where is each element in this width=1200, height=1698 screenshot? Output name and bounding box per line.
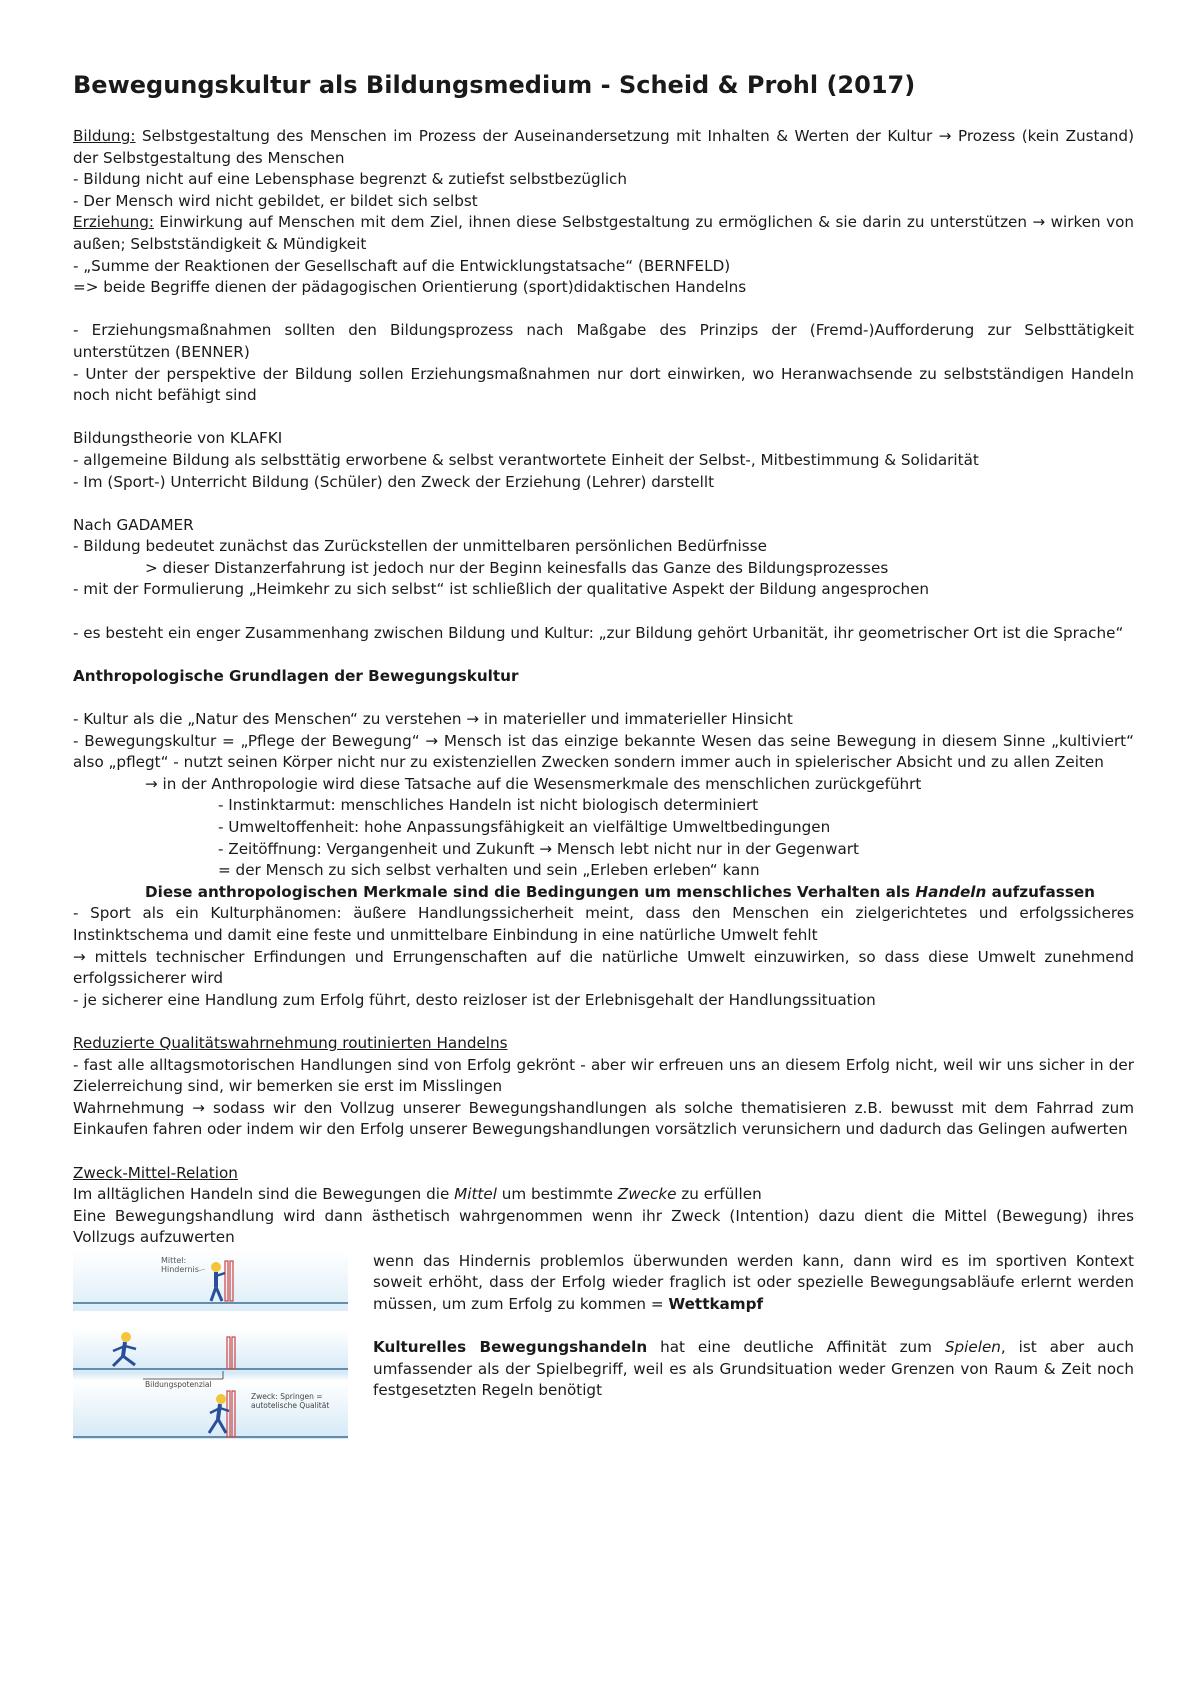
text-line: - mit der Formulierung „Heimkehr zu sich selbst“ ist schließlich der qualitative Aspekt der Bildung angesprochen (73, 580, 930, 599)
erziehung-label: Erziehung: (73, 213, 155, 232)
fig1-label-hindernis: Hindernis (161, 1264, 199, 1274)
text-line: - Der Mensch wird nicht gebildet, er bildet sich selbst (73, 191, 478, 210)
text-line: - „Summe der Reaktionen der Gesellschaft auf die Entwicklungstatsache“ (BERNFELD) (73, 256, 731, 275)
text-line: = der Mensch zu sich selbst verhalten und sein „Erleben erleben“ kann (218, 861, 760, 880)
fig2-label-qualitaet: autotelische Qualität (251, 1400, 330, 1410)
figure-column (73, 1251, 373, 1439)
bildung-definition: Bildung: Selbstgestaltung des Menschen im Prozess der Auseinandersetzung mit Inhalten & Werten der Kultur → Prozess (kein Zustand) der Selbstgestaltung des Menschen (73, 127, 1134, 167)
bewegungshandeln-paragraph: Kulturelles Bewegungshandeln hat eine deutliche Affinität zum Spielen, ist aber auch umfassender als der Spielbegriff, weil es als Grundsituation weder Grenzen von Raum & Zeit noch festgesetzten Regeln benötigt (373, 1338, 1134, 1400)
jumper-head-icon (216, 1394, 226, 1404)
wettkampf-paragraph: wenn das Hindernis problemlos überwunden werden kann, dann wird es im sportiven Kontext soweit erhöht, dass der Erfolg wieder fraglich ist oder spezielle Bewegungsabläufe erlernt werden müssen, um zum Erfolg zu kommen = Wettkampf (373, 1251, 1134, 1314)
section-heading: Bildungstheorie von KLAFKI (73, 429, 283, 448)
figure-text-column (373, 1251, 1134, 1439)
text-line: → in der Anthropologie wird diese Tatsache auf die Wesensmerkmale des menschlichen zurückgeführt (145, 774, 922, 793)
bold-statement: Diese anthropologischen Merkmale sind die Bedingungen um menschliches Verhalten als Handeln aufzufassen (145, 882, 1095, 901)
text-line: - Bewegungskultur = „Pflege der Bewegung“ → Mensch ist das einzige bekannte Wesen das seine Bewegung in diesem Sinne „kultiviert“ also „pflegt“ - nutzt seinen Körper nicht nur zu existenziellen Zwecken sondern immer auch in spielerischer Absicht und zu allen Zeiten (73, 731, 1134, 772)
text-line: Eine Bewegungshandlung wird dann ästhetisch wahrgenommen wenn ihr Zweck (Intention) dazu dient die Mittel (Bewegung) ihres Vollzugs aufzuwerten (73, 1206, 1134, 1247)
jump-figure (73, 1329, 348, 1439)
page-title: Bewegungskultur als Bildungsmedium - Scheid & Prohl (2017) (73, 71, 916, 99)
fig2-label-bildungspotenzial: Bildungspotenzial (145, 1379, 212, 1389)
text-line: Wahrnehmung → sodass wir den Vollzug unserer Bewegungshandlungen als solche thematisieren z.B. bewusst mit dem Fahrrad zum Einkaufen fahren oder indem wir den Erfolg unserer Bewegungshandlungen vorsätzlich verunsichern und dadurch das Gelingen aufwerten (73, 1098, 1134, 1139)
text-line: - Sport als ein Kulturphänomen: äußere Handlungssicherheit meint, dass den Menschen ein zielgerichtetes und erfolgssicheres Instinktschema und damit eine feste und unmittelbare Einbindung in eine natürliche Umwelt fehlt (73, 904, 1134, 944)
text-line: - Unter der perspektive der Bildung sollen Erziehungsmaßnahmen nur dort einwirken, wo Heranwachsende zu selbstständigen Handeln noch nicht befähigt sind (73, 364, 1134, 405)
fig1-label-mittel: Mittel: (161, 1255, 187, 1265)
obstacle-figure (73, 1251, 348, 1311)
list-item: - Umweltoffenheit: hohe Anpassungsfähigkeit an vielfältige Umweltbedingungen (218, 818, 831, 836)
section-heading: Anthropologische Grundlagen der Bewegungskultur (73, 666, 519, 685)
runner-head-icon (121, 1332, 131, 1342)
list-item: - Instinktarmut: menschliches Handeln ist nicht biologisch determiniert (218, 796, 759, 815)
bildung-label: Bildung: (73, 127, 136, 145)
text-line: - fast alle alltagsmotorischen Handlungen sind von Erfolg gekrönt - aber wir erfreuen uns an diesem Erfolg nicht, weil wir uns sicher in der Zielerreichung sind, wir bemerken sie erst im Misslingen (73, 1055, 1134, 1096)
person-head-icon (211, 1262, 221, 1272)
text-line: - es besteht ein enger Zusammenhang zwischen Bildung und Kultur: „zur Bildung gehört Urbanität, ihr geometrischer Ort ist die Sprache“ (73, 623, 1124, 642)
section-heading: Reduzierte Qualitätswahrnehmung routinierten Handelns (73, 1033, 508, 1052)
text-line: => beide Begriffe dienen der pädagogischen Orientierung (sport)didaktischen Handelns (73, 278, 747, 297)
text-line: - je sicherer eine Handlung zum Erfolg führt, desto reizloser ist der Erlebnisgehalt der Handlungssituation (73, 990, 876, 1009)
text-line: - Kultur als die „Natur des Menschen“ zu verstehen → in materieller und immaterieller Hinsicht (73, 710, 793, 729)
text-line: > dieser Distanzerfahrung ist jedoch nur der Beginn keinesfalls das Ganze des Bildungsprozesses (145, 558, 889, 577)
document-page (73, 70, 1134, 1439)
text-line: - Bildung nicht auf eine Lebensphase begrenzt & zutiefst selbstbezüglich (73, 170, 628, 189)
fig2-label-zweck: Zweck: Springen = (251, 1391, 323, 1401)
figure-text-row (73, 1251, 1134, 1439)
text-line: Im alltäglichen Handeln sind die Bewegungen die Mittel um bestimmte Zwecke zu erfüllen (73, 1185, 762, 1204)
text-line: - Bildung bedeutet zunächst das Zurückstellen der unmittelbaren persönlichen Bedürfnisse (73, 537, 767, 556)
erziehung-definition: Erziehung: Einwirkung auf Menschen mit dem Ziel, ihnen diese Selbstgestaltung zu ermöglichen & sie darin zu unterstützen → wirken von außen; Selbstständigkeit & Mündigkeit (73, 213, 1134, 253)
text-line: - allgemeine Bildung als selbsttätig erworbene & selbst verantwortete Einheit der Selbst-, Mitbestimmung & Solidarität (73, 450, 979, 469)
text-line: - Erziehungsmaßnahmen sollten den Bildungsprozess nach Maßgabe des Prinzips der (Fremd-)Aufforderung zur Selbsttätigkeit unterstützen (BENNER) (73, 321, 1134, 361)
list-item: - Zeitöffnung: Vergangenheit und Zukunft → Mensch lebt nicht nur in der Gegenwart (218, 839, 859, 858)
section-heading: Nach GADAMER (73, 515, 194, 534)
text-line: → mittels technischer Erfindungen und Errungenschaften auf die natürliche Umwelt einzuwirken, so dass diese Umwelt zunehmend erfolgssicherer wird (73, 947, 1134, 988)
section-heading: Zweck-Mittel-Relation (73, 1163, 238, 1182)
text-line: - Im (Sport-) Unterricht Bildung (Schüler) den Zweck der Erziehung (Lehrer) darstellt (73, 472, 715, 491)
